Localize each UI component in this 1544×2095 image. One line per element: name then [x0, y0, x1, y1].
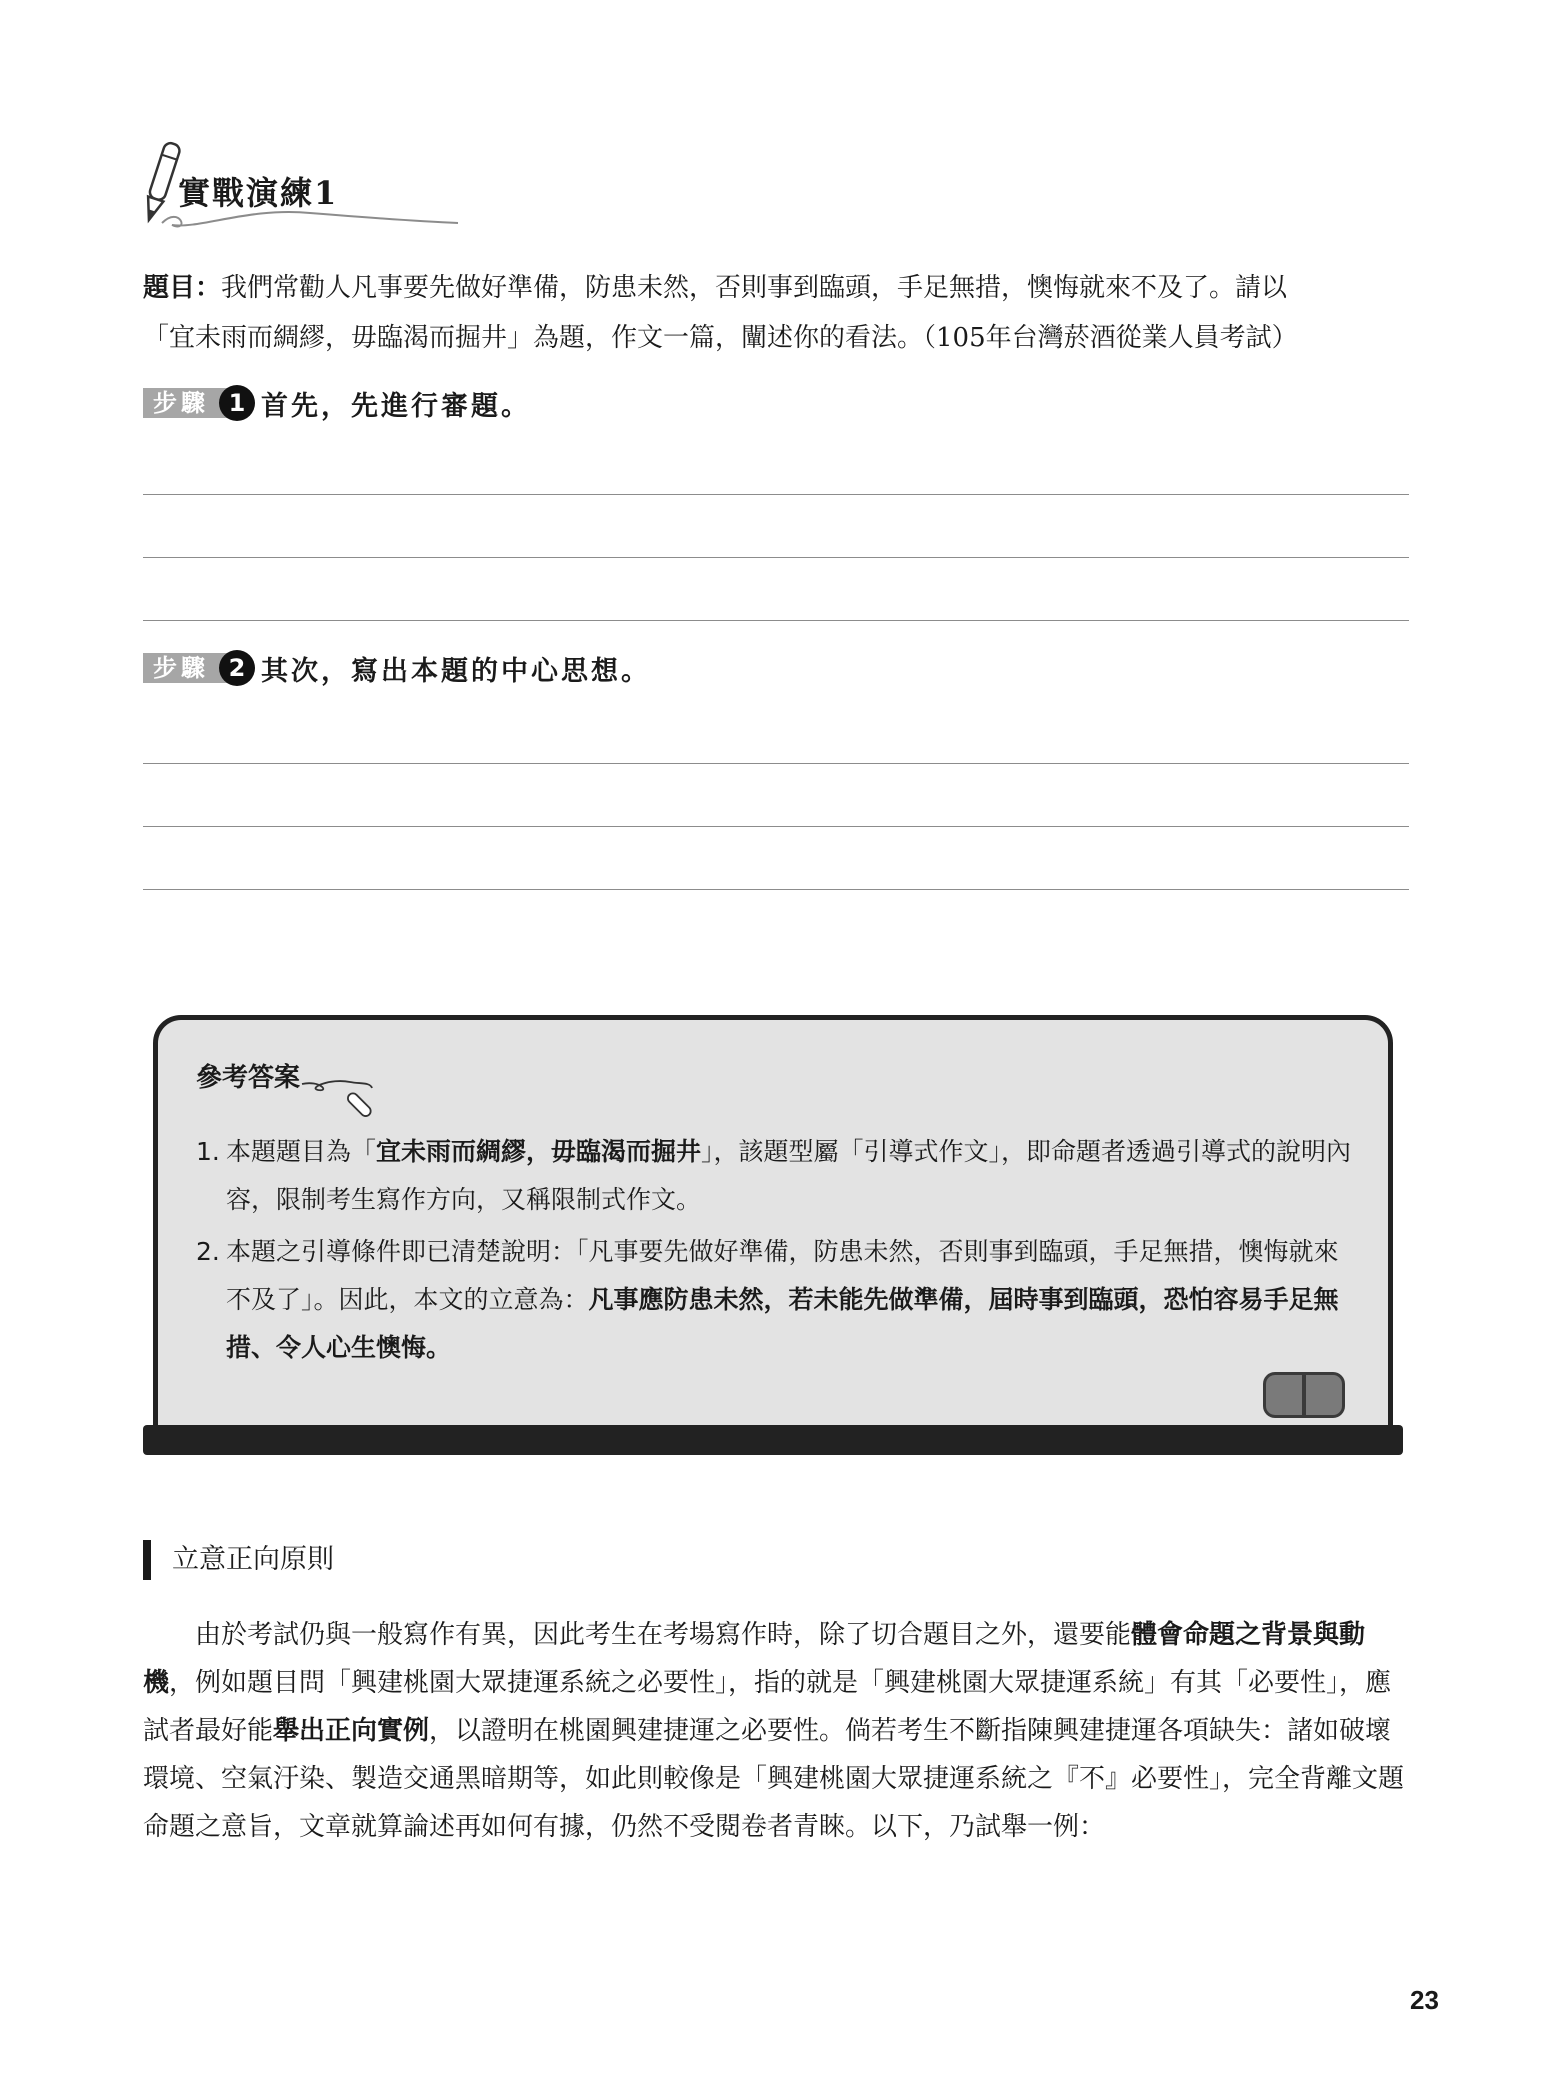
- question-label: 題目：: [143, 273, 222, 303]
- answer-list: [196, 1128, 1356, 1376]
- answer-line: [143, 557, 1409, 558]
- title-swirl-decoration: [160, 195, 460, 235]
- clip-divider: [1302, 1374, 1306, 1416]
- question-line-1: [143, 263, 1409, 313]
- question: [143, 263, 1409, 363]
- step-tag: 步驟: [143, 388, 239, 418]
- answer-item-1: [196, 1128, 1356, 1224]
- answer-line: [143, 763, 1409, 764]
- answer-text: 」，該題型屬「引導式作文」，即命題者透過引導式的說明內容，限制考生寫作方向，又稱限制式作文。: [226, 1137, 1352, 1214]
- question-text-1: 我們常勸人凡事要先做好準備，防患未然，否則事到臨頭，手足無措，懊悔就來不及了。請以: [221, 273, 1288, 303]
- answer-item-body: [226, 1228, 1356, 1372]
- answer-item-2: [196, 1228, 1356, 1372]
- paragraph-emphasis: 體會命題之背景與動機: [143, 1620, 1366, 1698]
- answer-line: [143, 826, 1409, 827]
- step-instruction: 首先，先進行審題。: [261, 390, 531, 422]
- page-number: 23: [1410, 1985, 1439, 2015]
- step-2: [143, 648, 651, 688]
- answer-item-body: [226, 1128, 1356, 1224]
- paragraph-emphasis: 舉出正向實例: [273, 1716, 430, 1746]
- question-line-2: 「宜未雨而綢繆，毋臨渴而掘井」為題，作文一篇，闡述你的看法。（105年台灣菸酒從業人員考試）: [143, 323, 1298, 353]
- answer-line: [143, 889, 1409, 890]
- step-1: [143, 383, 531, 423]
- step-number-badge: 1: [219, 385, 255, 421]
- answer-item-number: 1.: [196, 1137, 220, 1166]
- practice-title: 實戰演練1: [178, 174, 339, 212]
- answer-line: [143, 494, 1409, 495]
- step-instruction: 其次，寫出本題的中心思想。: [261, 655, 651, 687]
- section-heading: 立意正向原則: [172, 1544, 334, 1575]
- answer-text: 本題之引導條件即已清楚說明：「凡事要先做好準備，防患未然，否則事到臨頭，手足無措，懊悔就來不及了」。因此，本文的立意為：: [226, 1237, 1339, 1314]
- principle-paragraph: [143, 1611, 1409, 1851]
- answer-box-base: [143, 1425, 1403, 1455]
- answer-line: [143, 620, 1409, 621]
- answer-title: 參考答案: [196, 1063, 301, 1093]
- paragraph-text: ，例如題目問「興建桃園大眾捷運系統之必要性」，指的就是「興建桃園大眾捷運系統」有其「必要性」，應試者最好能: [143, 1668, 1392, 1746]
- step-number-badge: 2: [219, 650, 255, 686]
- paragraph-text: ，以證明在桃園興建捷運之必要性。倘若考生不斷指陳興建捷運各項缺失：諸如破壞環境、空氣汙染、製造交通黑暗期等，如此則較像是「興建桃園大眾捷運系統之『不』必要性」，完全背離文題命題之意旨，文章就算論述再如何有據，仍然不受閱卷者青睞。以下，乃試舉一例：: [143, 1716, 1405, 1842]
- answer-text: 本題題目為「: [226, 1137, 377, 1166]
- answer-swirl-decoration: [300, 1068, 380, 1118]
- section-marker-bar: [143, 1540, 151, 1580]
- step-tag: 步驟: [143, 653, 239, 683]
- answer-emphasis: 凡事應防患未然，若未能先做準備，屆時事到臨頭，恐怕容易手足無措、令人心生懊悔。: [226, 1285, 1339, 1362]
- answer-emphasis: 宜未雨而綢繆，毋臨渴而掘井: [376, 1137, 702, 1166]
- paragraph-text: 由於考試仍與一般寫作有異，因此考生在考場寫作時，除了切合題目之外，還要能: [195, 1620, 1132, 1650]
- answer-item-number: 2.: [196, 1237, 220, 1266]
